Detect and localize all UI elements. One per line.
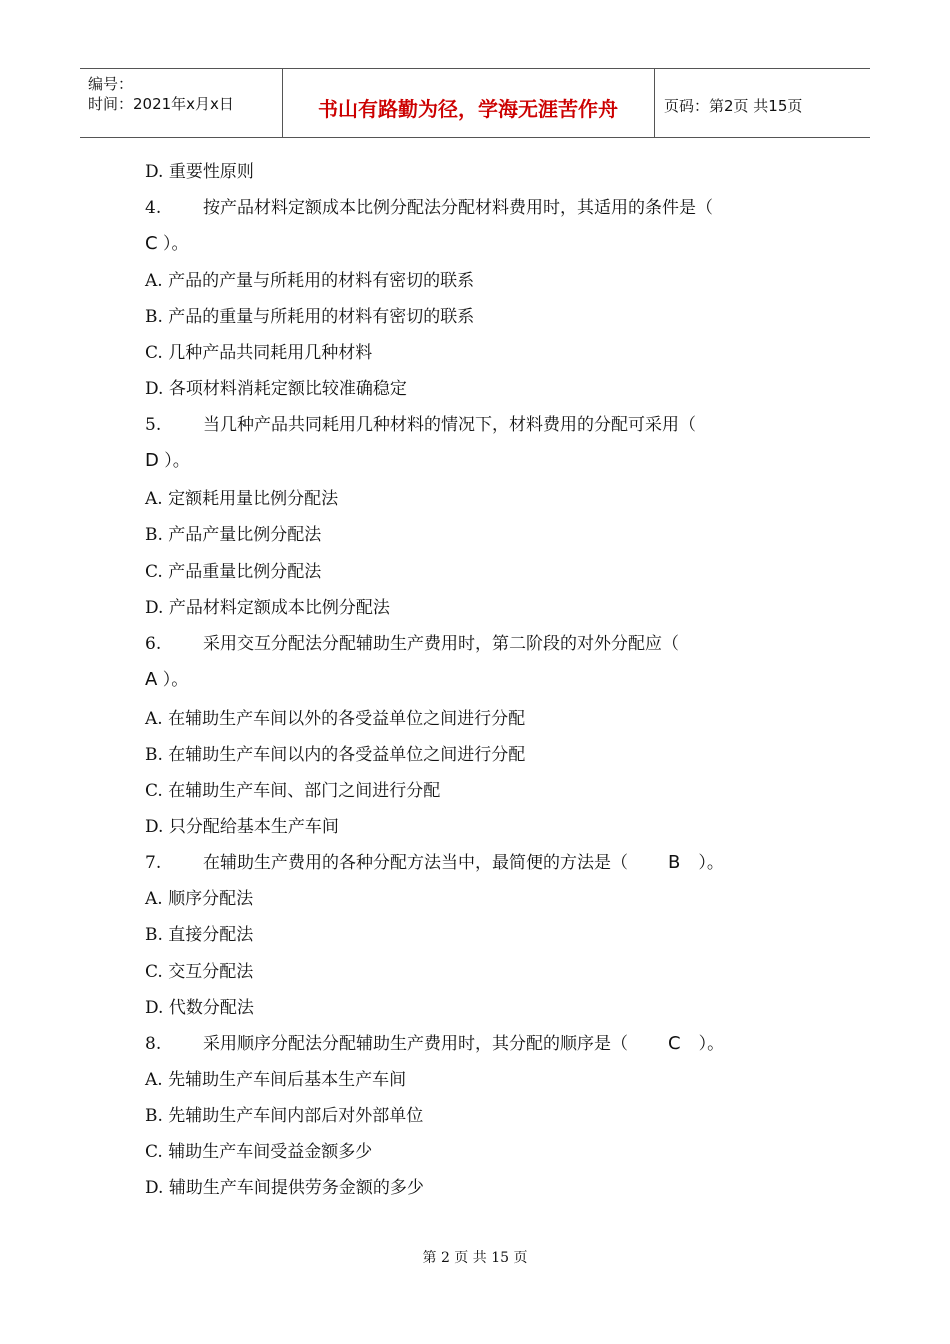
text-line bbox=[145, 744, 525, 766]
answer-letter: D bbox=[145, 450, 159, 471]
page-header bbox=[80, 68, 870, 138]
text-line bbox=[145, 306, 474, 328]
text-line bbox=[145, 561, 321, 583]
text-line bbox=[145, 780, 440, 802]
text-line bbox=[145, 1105, 423, 1127]
text-line bbox=[145, 888, 253, 910]
line-text: A. 在辅助生产车间以外的各受益单位之间进行分配 bbox=[145, 709, 526, 729]
line-text: D. 各项材料消耗定额比较准确稳定 bbox=[145, 379, 407, 399]
page-footer: 第 2 页 共 15 页 bbox=[422, 1250, 528, 1266]
line-text: ）。 bbox=[157, 670, 189, 690]
text-line bbox=[145, 1141, 372, 1163]
text-line bbox=[145, 816, 339, 838]
line-text: B. 产品的重量与所耗用的材料有密切的联系 bbox=[145, 307, 475, 327]
line-text: ）。 bbox=[157, 234, 189, 254]
line-text: D. 只分配给基本生产车间 bbox=[145, 817, 339, 837]
text-line bbox=[145, 233, 188, 255]
answer-letter: A bbox=[145, 669, 158, 690]
question-number: 4. bbox=[145, 198, 162, 218]
text-line bbox=[145, 997, 254, 1019]
line-text: C. 在辅助生产车间、部门之间进行分配 bbox=[145, 781, 441, 801]
line-text: A. 产品的产量与所耗用的材料有密切的联系 bbox=[145, 271, 475, 291]
text-line bbox=[145, 161, 254, 183]
line-text: 按产品材料定额成本比例分配法分配材料费用时，其适用的条件是（ bbox=[203, 198, 713, 218]
date-label: 时间：2021年x月x日 bbox=[88, 95, 234, 113]
text-line bbox=[145, 378, 407, 400]
line-text: 采用交互分配法分配辅助生产费用时，第二阶段的对外分配应（ bbox=[203, 634, 679, 654]
line-text: C. 产品重量比例分配法 bbox=[145, 562, 322, 582]
line-text: B. 产品产量比例分配法 bbox=[145, 525, 322, 545]
line-text: B. 直接分配法 bbox=[145, 925, 254, 945]
line-text: C. 交互分配法 bbox=[145, 962, 254, 982]
answer-letter: C bbox=[668, 1033, 681, 1054]
question-number: 7. bbox=[145, 853, 162, 873]
line-text: B. 先辅助生产车间内部后对外部单位 bbox=[145, 1106, 424, 1126]
header-motto-cell bbox=[282, 69, 655, 137]
header-page-cell bbox=[654, 69, 870, 137]
text-line bbox=[145, 633, 679, 655]
header-info-cell bbox=[80, 69, 283, 137]
text-line bbox=[145, 414, 696, 436]
line-text: D. 重要性原则 bbox=[145, 162, 254, 182]
question-number: 5. bbox=[145, 415, 162, 435]
text-line bbox=[145, 270, 474, 292]
line-text: C. 几种产品共同耗用几种材料 bbox=[145, 343, 373, 363]
text-line bbox=[145, 524, 321, 546]
answer-letter: B bbox=[668, 852, 681, 873]
text-line bbox=[145, 1033, 724, 1055]
line-text: B. 在辅助生产车间以内的各受益单位之间进行分配 bbox=[145, 745, 526, 765]
line-text: A. 顺序分配法 bbox=[145, 889, 254, 909]
answer-letter: C bbox=[145, 233, 158, 254]
line-text: A. 先辅助生产车间后基本生产车间 bbox=[145, 1070, 407, 1090]
line-text: C. 辅助生产车间受益金额多少 bbox=[145, 1142, 373, 1162]
text-line bbox=[145, 450, 190, 472]
text-line bbox=[145, 197, 713, 219]
question-number: 6. bbox=[145, 634, 162, 654]
line-text: D. 产品材料定额成本比例分配法 bbox=[145, 598, 390, 618]
line-text: 当几种产品共同耗用几种材料的情况下，材料费用的分配可采用（ bbox=[203, 415, 696, 435]
text-line bbox=[145, 488, 338, 510]
text-line bbox=[145, 1069, 406, 1091]
line-text: 在辅助生产费用的各种分配方法当中，最简便的方法是（ bbox=[203, 853, 628, 873]
page-info: 页码：第2页 共15页 bbox=[664, 97, 803, 115]
motto: 书山有路勤为径，学海无涯苦作舟 bbox=[318, 97, 618, 121]
line-tail: ）。 bbox=[698, 853, 724, 873]
text-line bbox=[145, 342, 372, 364]
text-line bbox=[145, 669, 188, 691]
line-text: 采用顺序分配法分配辅助生产费用时，其分配的顺序是（ bbox=[203, 1034, 628, 1054]
text-line bbox=[145, 924, 253, 946]
question-number: 8. bbox=[145, 1034, 162, 1054]
line-text: A. 定额耗用量比例分配法 bbox=[145, 489, 339, 509]
text-line bbox=[145, 961, 253, 983]
line-text: D. 辅助生产车间提供劳务金额的多少 bbox=[145, 1178, 424, 1198]
text-line bbox=[145, 852, 724, 874]
code-label: 编号： bbox=[88, 75, 134, 93]
text-line bbox=[145, 1177, 424, 1199]
line-text: D. 代数分配法 bbox=[145, 998, 254, 1018]
text-line bbox=[145, 708, 525, 730]
line-text: ）。 bbox=[158, 451, 190, 471]
line-tail: ）。 bbox=[698, 1034, 725, 1054]
text-line bbox=[145, 597, 390, 619]
